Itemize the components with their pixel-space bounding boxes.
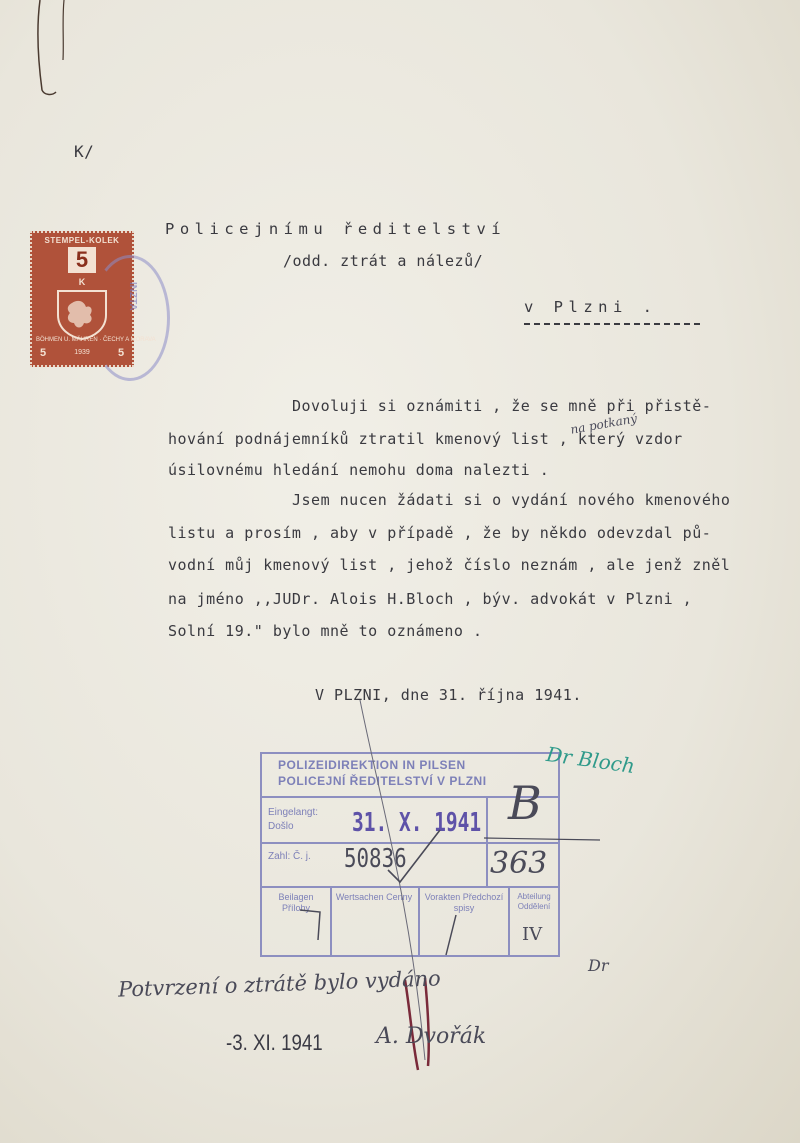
handwritten-letter: B	[508, 776, 542, 830]
tax-stamp-value: 5	[68, 247, 96, 273]
tax-stamp-header: STEMPEL-KOLEK	[44, 236, 120, 245]
registry-column-previous-files: Vorakten Předchozí spisy	[424, 892, 504, 913]
initials-right: Dr	[588, 956, 609, 975]
body-line-3: úsilovnému hledání nemohu doma nalezti .	[168, 461, 550, 479]
addressee-line-1: Policejnímu ředitelství	[165, 220, 507, 238]
note-date-stamp: -3. XI. 1941	[226, 1030, 323, 1055]
body-line-1: Dovoluji si oznámiti , že se mně při přistě-	[292, 397, 712, 415]
registry-column-department: Abteilung Oddělení	[517, 892, 551, 911]
body-line-7: na jméno ,,JUDr. Alois H.Bloch , býv. advokát v Plzni ,	[168, 590, 693, 608]
body-line-2: hování podnájemníků ztratil kmenový list , který vzdor	[168, 430, 683, 448]
registry-stamp-title-cz: POLICEJNÍ ŘEDITELSTVÍ V PLZNI	[278, 774, 487, 788]
registry-number: 50836	[344, 844, 407, 874]
round-stamp-text: INZTA	[127, 282, 138, 311]
tax-stamp-side-value-left: 5	[40, 347, 47, 359]
date-line: V PLZNI, dne 31. října 1941.	[315, 686, 582, 704]
body-line-4: Jsem nucen žádati si o vydání nového kmenového	[292, 491, 731, 509]
registry-handwritten-dept: IV	[522, 924, 543, 945]
body-line-8: Solní 19." bylo mně to oznámeno .	[168, 622, 483, 640]
signature-top: Dr Bloch	[544, 741, 637, 779]
handwritten-note: Potvrzení o ztrátě bylo vydáno	[117, 966, 442, 1002]
registry-stamp-title-de: POLIZEIDIREKTION IN PILSEN	[278, 758, 466, 772]
registry-number-label: Zahl: Č. j.	[268, 851, 311, 862]
registry-column-valuables: Wertsachen Cenny	[335, 892, 413, 902]
body-line-6: vodní můj kmenový list , jehož číslo neznám , ale jenž zněl	[168, 556, 731, 574]
tax-stamp-band: BÖHMEN U. MÄHREN · ČECHY A MORAVA	[36, 337, 156, 343]
registry-date: 31. X. 1941	[352, 808, 482, 838]
city-line: v Plzni .	[524, 298, 658, 316]
reference-mark: K/	[74, 142, 95, 161]
note-signature: A. Dvořák	[376, 1024, 487, 1049]
tax-stamp-unit: K	[78, 277, 86, 287]
registry-column-attachments: Beilagen Přílohy	[278, 892, 314, 913]
body-line-5: listu a prosím , aby v případě , že by někdo odevzdal pů-	[168, 524, 712, 542]
tax-stamp-side-value-right: 5	[118, 347, 125, 359]
tax-stamp-year: 1939	[74, 349, 90, 356]
handwritten-file-number: 363	[490, 846, 548, 881]
addressee-line-2: /odd. ztrát a nálezů/	[283, 252, 484, 270]
registry-received-label: Eingelangt: Došlo	[268, 807, 319, 832]
handwritten-insertion: na potkaný	[569, 411, 639, 437]
